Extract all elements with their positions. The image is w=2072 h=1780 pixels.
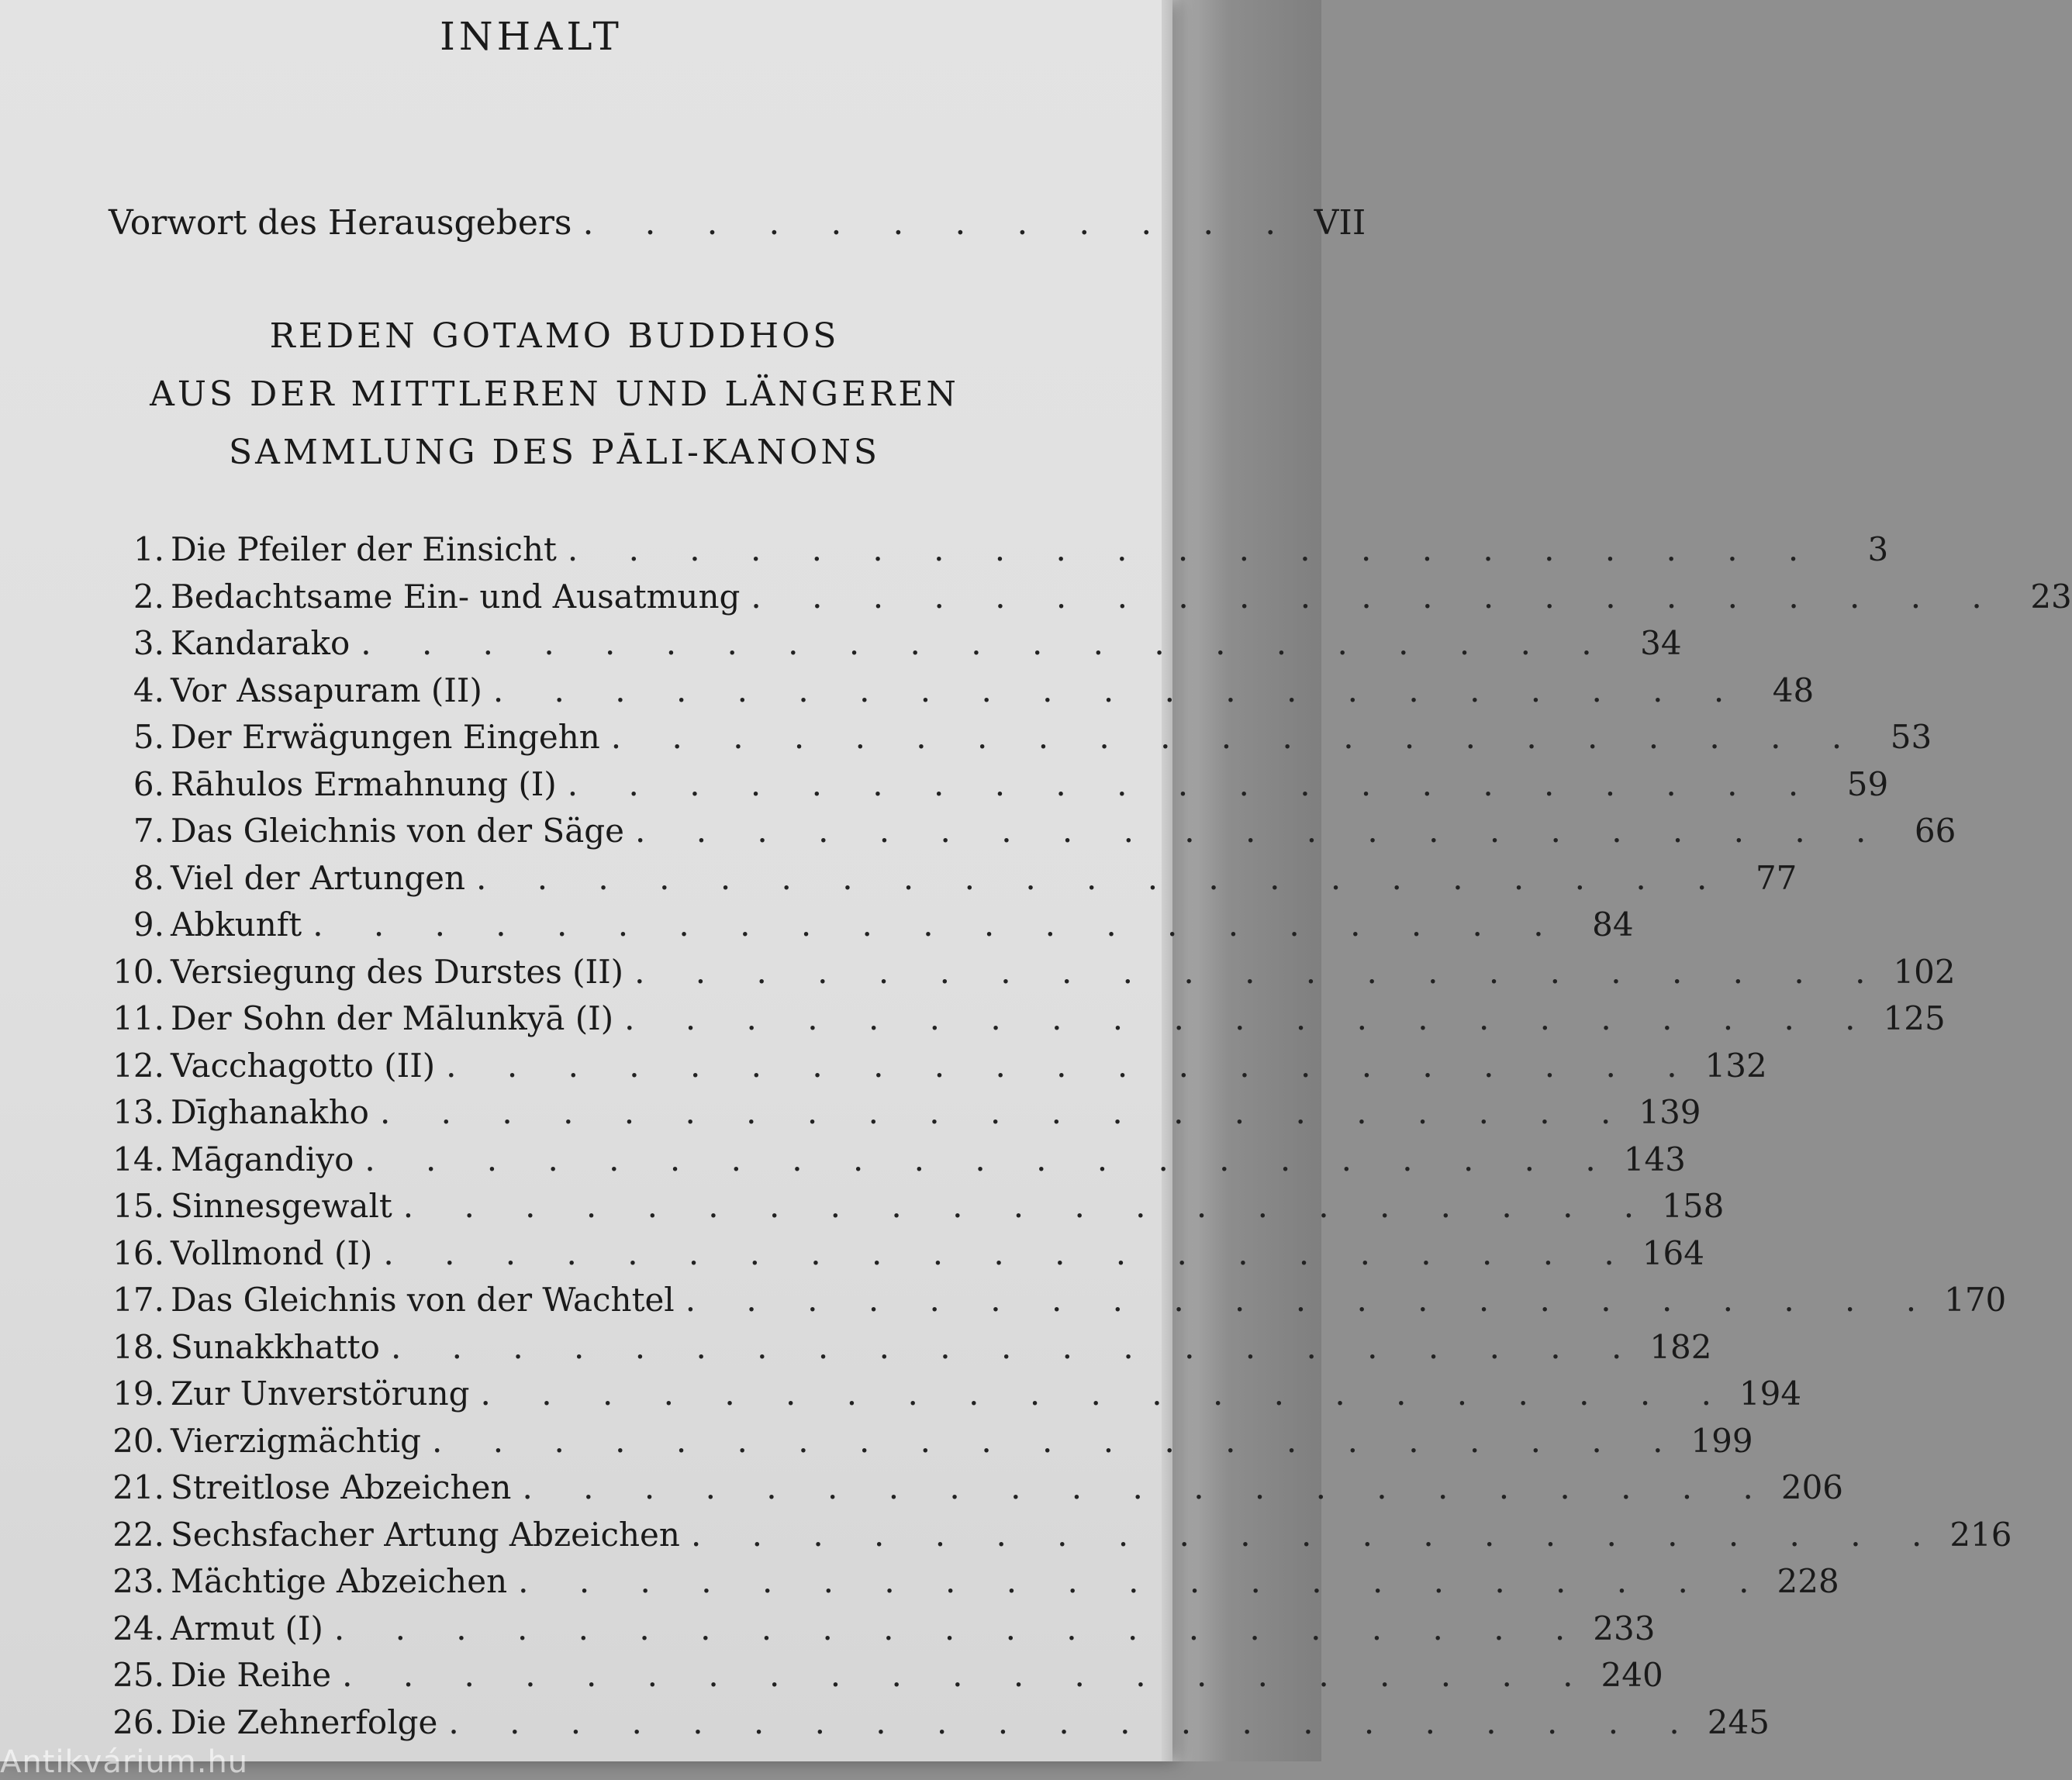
entry-title: Die Reihe [171, 1656, 332, 1694]
toc-entry [101, 1421, 1753, 1469]
foreword-label: Vorwort des Herausgebers [109, 203, 572, 243]
toc-entry [101, 577, 2072, 625]
toc-entry [101, 906, 1634, 953]
entry-number: 1. [133, 530, 164, 568]
entry-page: 158 [1662, 1187, 1725, 1225]
entry-title: Vierzigmächtig [171, 1421, 422, 1460]
entry-page: 66 [1914, 812, 1956, 850]
entry-title: Der Erwägungen Eingehn [171, 718, 600, 756]
entry-title: Māgandiyo [171, 1140, 354, 1178]
entry-title: Kandarako [171, 624, 351, 662]
entry-number: 9. [133, 906, 164, 943]
foreword-page: VII [1314, 203, 1366, 243]
toc-entry [101, 1656, 1663, 1703]
leader-dots: . . . . . . . . . . . . . . . . . . . . . [751, 577, 2002, 616]
leader-dots: . . . . . . . . . . . . . . . . . . . . . [635, 812, 1887, 850]
toc-entry [101, 764, 1889, 812]
leader-dots: . . . . . . . . . . . . . . . . . . . . . [379, 1093, 1632, 1131]
entry-page: 77 [1755, 858, 1797, 897]
leader-dots: . . . . . . . . . . . . . . . . . . . . . [333, 1609, 1586, 1647]
entry-page: 206 [1780, 1468, 1844, 1506]
entry-title: Die Zehnerfolge [171, 1702, 438, 1741]
entry-title: Sechsfacher Artung Abzeichen [171, 1515, 680, 1554]
entry-title: Mächtige Abzeichen [171, 1562, 508, 1600]
toc-entry [101, 1562, 1839, 1609]
leader-dots: . . . . . . . . . . . . . . . . . . . . . [522, 1468, 1773, 1506]
entry-number: 11. [112, 999, 164, 1037]
entry-title: Armut (I) [171, 1609, 323, 1647]
toc-entry [101, 999, 1946, 1047]
entry-number: 18. [112, 1327, 164, 1366]
entry-number: 8. [133, 858, 164, 897]
section-heading-line-1: REDEN GOTAMO BUDDHOS [269, 316, 840, 356]
leader-dots: . . . . . . . . . . . . . . . . . . . . . [624, 999, 1876, 1037]
leader-dots: . . . . . . . . . . . . . . . . . . . . . [492, 671, 1745, 709]
entry-page: 216 [1949, 1515, 2012, 1554]
entry-title: Abkunft [171, 906, 302, 943]
leader-dots: . . . . . . . . . . . . . . . . . . . . . [685, 1281, 1937, 1319]
toc-entry [101, 1702, 1770, 1751]
entry-page: 182 [1649, 1327, 1712, 1366]
entry-title: Zur Unverstörung [171, 1375, 470, 1413]
entry-title: Das Gleichnis von der Säge [171, 812, 624, 850]
entry-page: 143 [1623, 1140, 1686, 1178]
toc-entry [101, 812, 1956, 859]
leader-dots: . . . . . . . . . . . . . . . . . . . . . [567, 530, 1819, 568]
entry-title: Die Pfeiler der Einsicht [171, 530, 557, 568]
entry-page: 245 [1707, 1702, 1770, 1741]
entry-page: 164 [1642, 1233, 1704, 1272]
entry-title: Streitlose Abzeichen [171, 1468, 512, 1506]
entry-title: Vollmond (I) [171, 1233, 373, 1272]
leader-dots: . . . . . . . . . . . . . . . . . . . . . [402, 1187, 1655, 1225]
page-title: INHALT [440, 14, 623, 59]
toc-entry [101, 530, 1889, 578]
leader-dots: . . . . . . . . . . . . . . . . . . . . . [313, 906, 1564, 943]
toc-entry [101, 624, 1682, 671]
entry-number: 13. [112, 1093, 164, 1131]
leader-dots: . . . . . . . . . . . . . . . . . . . . . [518, 1562, 1770, 1600]
toc-entry [101, 1327, 1712, 1375]
entry-page: 170 [1944, 1281, 2007, 1319]
entry-page: 23 [2030, 577, 2072, 616]
entry-number: 25. [112, 1656, 164, 1694]
entry-page: 132 [1704, 1046, 1767, 1085]
entry-title: Sinnesgewalt [171, 1187, 392, 1225]
leader-dots: . . . . . . . . . . . . . . . . . . . . . [690, 1515, 1942, 1554]
entry-number: 15. [112, 1187, 164, 1225]
section-heading-line-2: AUS DER MITTLEREN UND LÄNGEREN [150, 374, 959, 414]
entry-title: Bedachtsame Ein- und Ausatmung [171, 577, 741, 616]
entry-number: 26. [112, 1702, 164, 1741]
entry-title: Rāhulos Ermahnung (I) [171, 764, 557, 803]
entry-page: 139 [1639, 1093, 1701, 1131]
toc-entry [101, 1233, 1704, 1282]
leader-dots: . . . . . . . . . . . . . . . . . . . . . [610, 718, 1863, 756]
entry-page: 3 [1867, 530, 1889, 568]
leader-dots: . . . . . . . . . . . . . . . . . . . . . [446, 1046, 1697, 1085]
toc-entry [101, 1468, 1844, 1516]
table-of-contents [101, 530, 2072, 1750]
leader-dots: . . . . . . . . . . . . . . . . . . . . . [361, 624, 1612, 662]
entry-title: Sunakkhatto [171, 1327, 380, 1366]
entry-number: 17. [112, 1281, 164, 1319]
leader-dots: . . . . . . . . . . . . . . . . . . . . . [567, 764, 1819, 803]
entry-page: 199 [1690, 1421, 1753, 1460]
entry-number: 5. [133, 718, 164, 756]
watermark: Antikvárium.hu [0, 1744, 249, 1780]
leader-dots: . . . . . . . . . . . . . . . . . . . . . [383, 1233, 1635, 1272]
entry-number: 6. [133, 764, 164, 803]
entry-number: 19. [112, 1375, 164, 1413]
entry-number: 22. [112, 1515, 164, 1554]
toc-entry [101, 1140, 1686, 1188]
entry-number: 10. [112, 952, 164, 991]
entry-number: 16. [112, 1233, 164, 1272]
entry-page: 84 [1592, 906, 1634, 943]
entry-number: 12. [112, 1046, 164, 1085]
toc-entry [101, 1093, 1701, 1140]
toc-entry [101, 1281, 2007, 1328]
toc-entry [101, 1609, 1656, 1657]
leader-dots: . . . . . . . . . . . . . . . . . . . . . [480, 1375, 1732, 1413]
entry-number: 2. [133, 577, 164, 616]
toc-entry [101, 952, 1956, 1000]
leader-dots: . . . . . . . . . . . . . . . . . . . . . [432, 1421, 1684, 1460]
leader-dots: . . . . . . . . . . . . . . . . . . . . . [342, 1656, 1594, 1694]
toc-entry [101, 671, 1815, 719]
entry-page: 125 [1883, 999, 1946, 1037]
entry-page: 102 [1893, 952, 1956, 991]
toc-entry [101, 858, 1797, 906]
toc-entry [101, 1187, 1725, 1234]
toc-entry [101, 1375, 1802, 1422]
leader-dots: . . . . . . . . . . . . . . . . . . . . . [364, 1140, 1616, 1178]
entry-title: Der Sohn der Mālunkyā (I) [171, 999, 614, 1037]
entry-number: 23. [112, 1562, 164, 1600]
entry-title: Dīghanakho [171, 1093, 369, 1131]
section-heading-line-3: SAMMLUNG DES PĀLI-KANONS [228, 433, 880, 472]
entry-number: 21. [112, 1468, 164, 1506]
entry-number: 14. [112, 1140, 164, 1178]
toc-entry [101, 1515, 2012, 1563]
entry-number: 3. [133, 624, 164, 662]
leader-dots: . . . . . . . . . . . . . . . . . . . . . [476, 858, 1728, 897]
entry-number: 4. [133, 671, 164, 709]
entry-page: 240 [1601, 1656, 1663, 1694]
toc-entry [101, 718, 1932, 765]
entry-title: Viel der Artungen [171, 858, 466, 897]
entry-page: 34 [1640, 624, 1682, 662]
entry-title: Das Gleichnis von der Wachtel [171, 1281, 675, 1319]
entry-number: 7. [133, 812, 164, 850]
entry-number: 20. [112, 1421, 164, 1460]
foreword-entry [109, 203, 1366, 243]
entry-page: 194 [1739, 1375, 1802, 1413]
entry-title: Vacchagotto (II) [171, 1046, 436, 1085]
entry-page: 53 [1890, 718, 1932, 756]
leader-dots: . . . . . . . . . . . . . . . . . . . . . [448, 1702, 1700, 1741]
entry-page: 48 [1772, 671, 1815, 709]
leader-dots: . . . . . . . . . . . . [582, 203, 1297, 243]
leader-dots: . . . . . . . . . . . . . . . . . . . . . [634, 952, 1886, 991]
entry-title: Versiegung des Durstes (II) [171, 952, 624, 991]
entry-page: 233 [1593, 1609, 1656, 1647]
entry-number: 24. [112, 1609, 164, 1647]
toc-entry [101, 1046, 1767, 1094]
entry-page: 228 [1777, 1562, 1839, 1600]
entry-title: Vor Assapuram (II) [171, 671, 482, 709]
leader-dots: . . . . . . . . . . . . . . . . . . . . . [390, 1327, 1642, 1366]
entry-page: 59 [1846, 764, 1889, 803]
